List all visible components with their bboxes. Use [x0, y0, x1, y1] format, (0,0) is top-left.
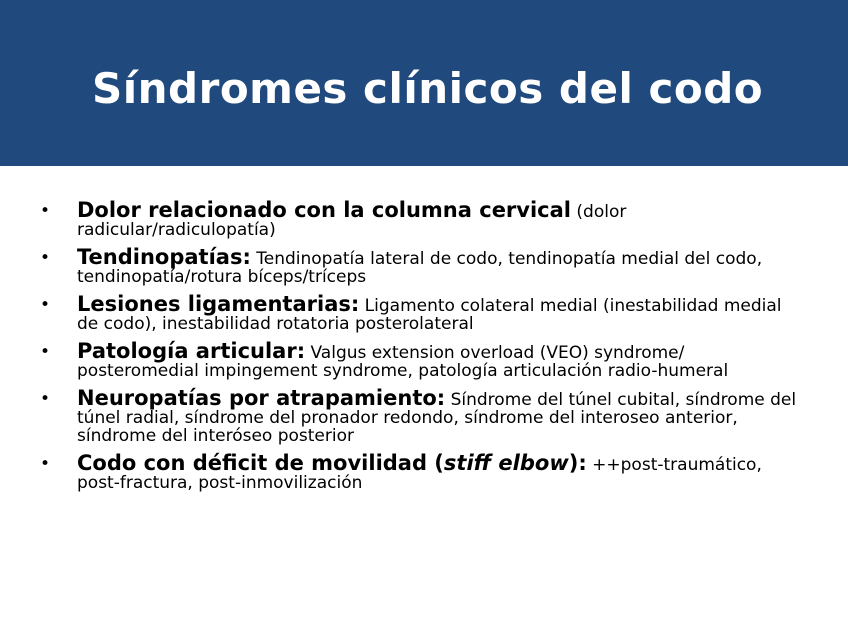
bullet-icon: •: [40, 201, 51, 221]
bullet-text: Síndrome del túnel cubital, síndrome del túnel radial, síndrome del pronador redondo, síndrome del interoseo anterior, síndrome del interóseo posterior: [77, 390, 797, 446]
bullet-item-articular: [40, 341, 800, 380]
bullet-heading-emphasis: stiff elbow: [443, 451, 569, 475]
bullet-item-cervical: [40, 200, 800, 239]
bullet-icon: •: [40, 389, 51, 409]
bullet-heading: Tendinopatías:: [77, 245, 251, 269]
bullet-icon: •: [40, 342, 51, 362]
bullet-item-ligamentarias: [40, 294, 800, 333]
title-banner: [0, 0, 848, 166]
bullet-icon: •: [40, 248, 51, 268]
bullet-icon: •: [40, 454, 51, 474]
bullet-heading: Dolor relacionado con la columna cervical: [77, 198, 571, 222]
bullet-list: [40, 200, 800, 500]
bullet-text: ++post-traumático, post-fractura, post-inmovilización: [77, 455, 762, 493]
bullet-text: (dolor radicular/radiculopatía): [77, 202, 627, 240]
bullet-text: Ligamento colateral medial (inestabilidad medial de codo), inestabilidad rotatoria posterolateral: [77, 296, 782, 334]
bullet-item-neuropatias: [40, 388, 800, 445]
bullet-text: Valgus extension overload (VEO) syndrome/ posteromedial impingement syndrome, patología articulación radio-humeral: [77, 343, 729, 381]
bullet-heading: Patología articular:: [77, 339, 306, 363]
bullet-text: Tendinopatía lateral de codo, tendinopatía medial del codo, tendinopatía/rotura bíceps/tríceps: [77, 249, 763, 287]
bullet-item-stiff-elbow: [40, 453, 800, 492]
bullet-heading: Lesiones ligamentarias:: [77, 292, 360, 316]
bullet-heading-pre: Codo con déficit de movilidad (: [77, 451, 444, 475]
bullet-item-tendinopatias: [40, 247, 800, 286]
bullet-icon: •: [40, 295, 51, 315]
bullet-heading: Neuropatías por atrapamiento:: [77, 386, 446, 410]
slide-title: Síndromes clínicos del codo: [92, 64, 764, 113]
bullet-heading-post: ):: [568, 451, 587, 475]
bullet-heading: [77, 451, 587, 475]
